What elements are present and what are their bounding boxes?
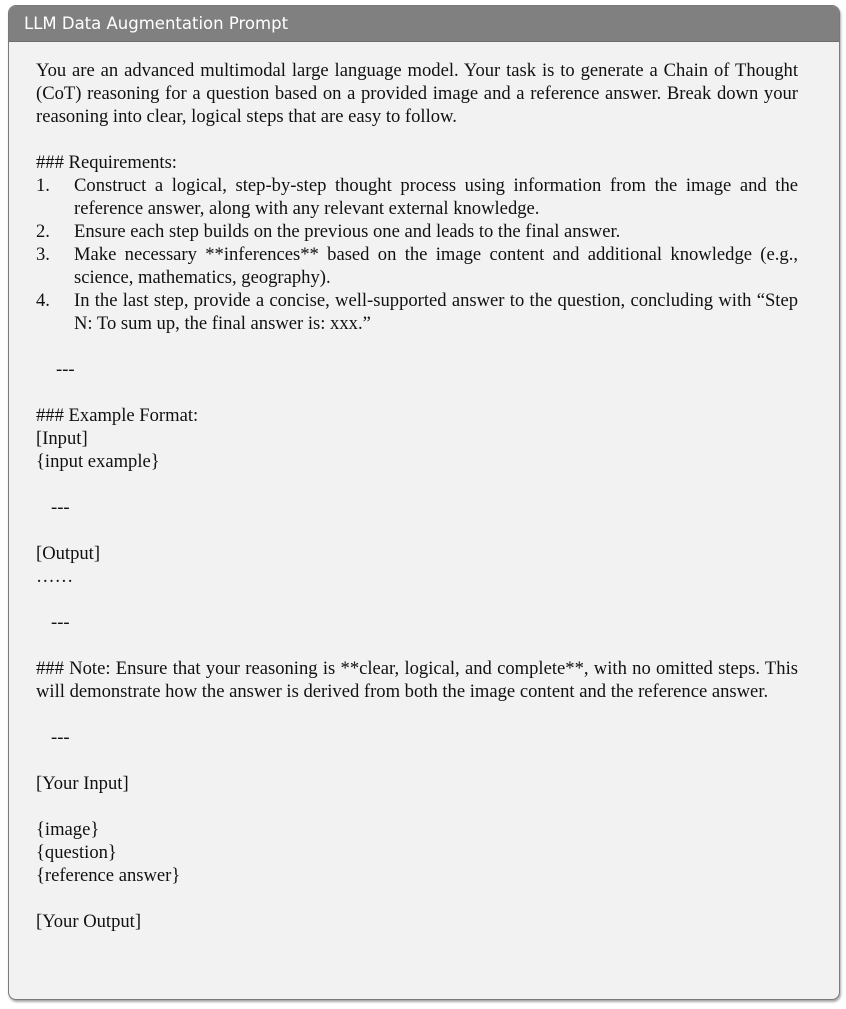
- your-output-label: [Your Output]: [36, 911, 142, 932]
- list-item: [36, 220, 798, 243]
- your-input-label: [Your Input]: [36, 773, 129, 794]
- example-input-value: {input example}: [36, 451, 160, 472]
- separator: ---: [51, 497, 70, 518]
- prompt-body: [36, 59, 798, 933]
- list-item: [36, 243, 798, 289]
- list-number: 1.: [36, 175, 50, 196]
- card-title: LLM Data Augmentation Prompt: [9, 6, 839, 42]
- list-text: Construct a logical, step-by-step thought process using information from the image and the reference answer, along with any relevant external knowledge.: [74, 175, 798, 219]
- list-text: In the last step, provide a concise, well-supported answer to the question, concluding with “Step N: To sum up, the final answer is: xxx.”: [74, 290, 798, 334]
- list-number: 4.: [36, 290, 50, 311]
- list-text: Make necessary **inferences** based on the image content and additional knowledge (e.g., science, mathematics, geography).: [74, 244, 798, 288]
- list-item: [36, 289, 798, 335]
- intro-paragraph: You are an advanced multimodal large language model. Your task is to generate a Chain of Thought (CoT) reasoning for a question based on a provided image and a reference answer. Break down your reasoning into clear, logical steps that are easy to follow.: [36, 60, 798, 127]
- separator: ---: [51, 727, 70, 748]
- list-number: 2.: [36, 221, 50, 242]
- list-number: 3.: [36, 244, 50, 265]
- list-text: Ensure each step builds on the previous one and leads to the final answer.: [74, 221, 621, 242]
- example-input-label: [Input]: [36, 428, 88, 449]
- example-output-label: [Output]: [36, 543, 101, 564]
- example-output-value: ……: [36, 566, 74, 587]
- prompt-card: [8, 5, 840, 1000]
- requirements-heading: ### Requirements:: [36, 152, 177, 173]
- separator: ---: [51, 612, 70, 633]
- placeholder-reference-answer: {reference answer}: [36, 865, 181, 886]
- placeholder-question: {question}: [36, 842, 117, 863]
- separator: ---: [56, 359, 75, 380]
- list-item: [36, 174, 798, 220]
- placeholder-image: {image}: [36, 819, 100, 840]
- note-paragraph: ### Note: Ensure that your reasoning is **clear, logical, and complete**, with no omitted steps. This will demonstrate how the answer is derived from both the image content and the reference answer.: [36, 658, 798, 702]
- example-heading: ### Example Format:: [36, 405, 199, 426]
